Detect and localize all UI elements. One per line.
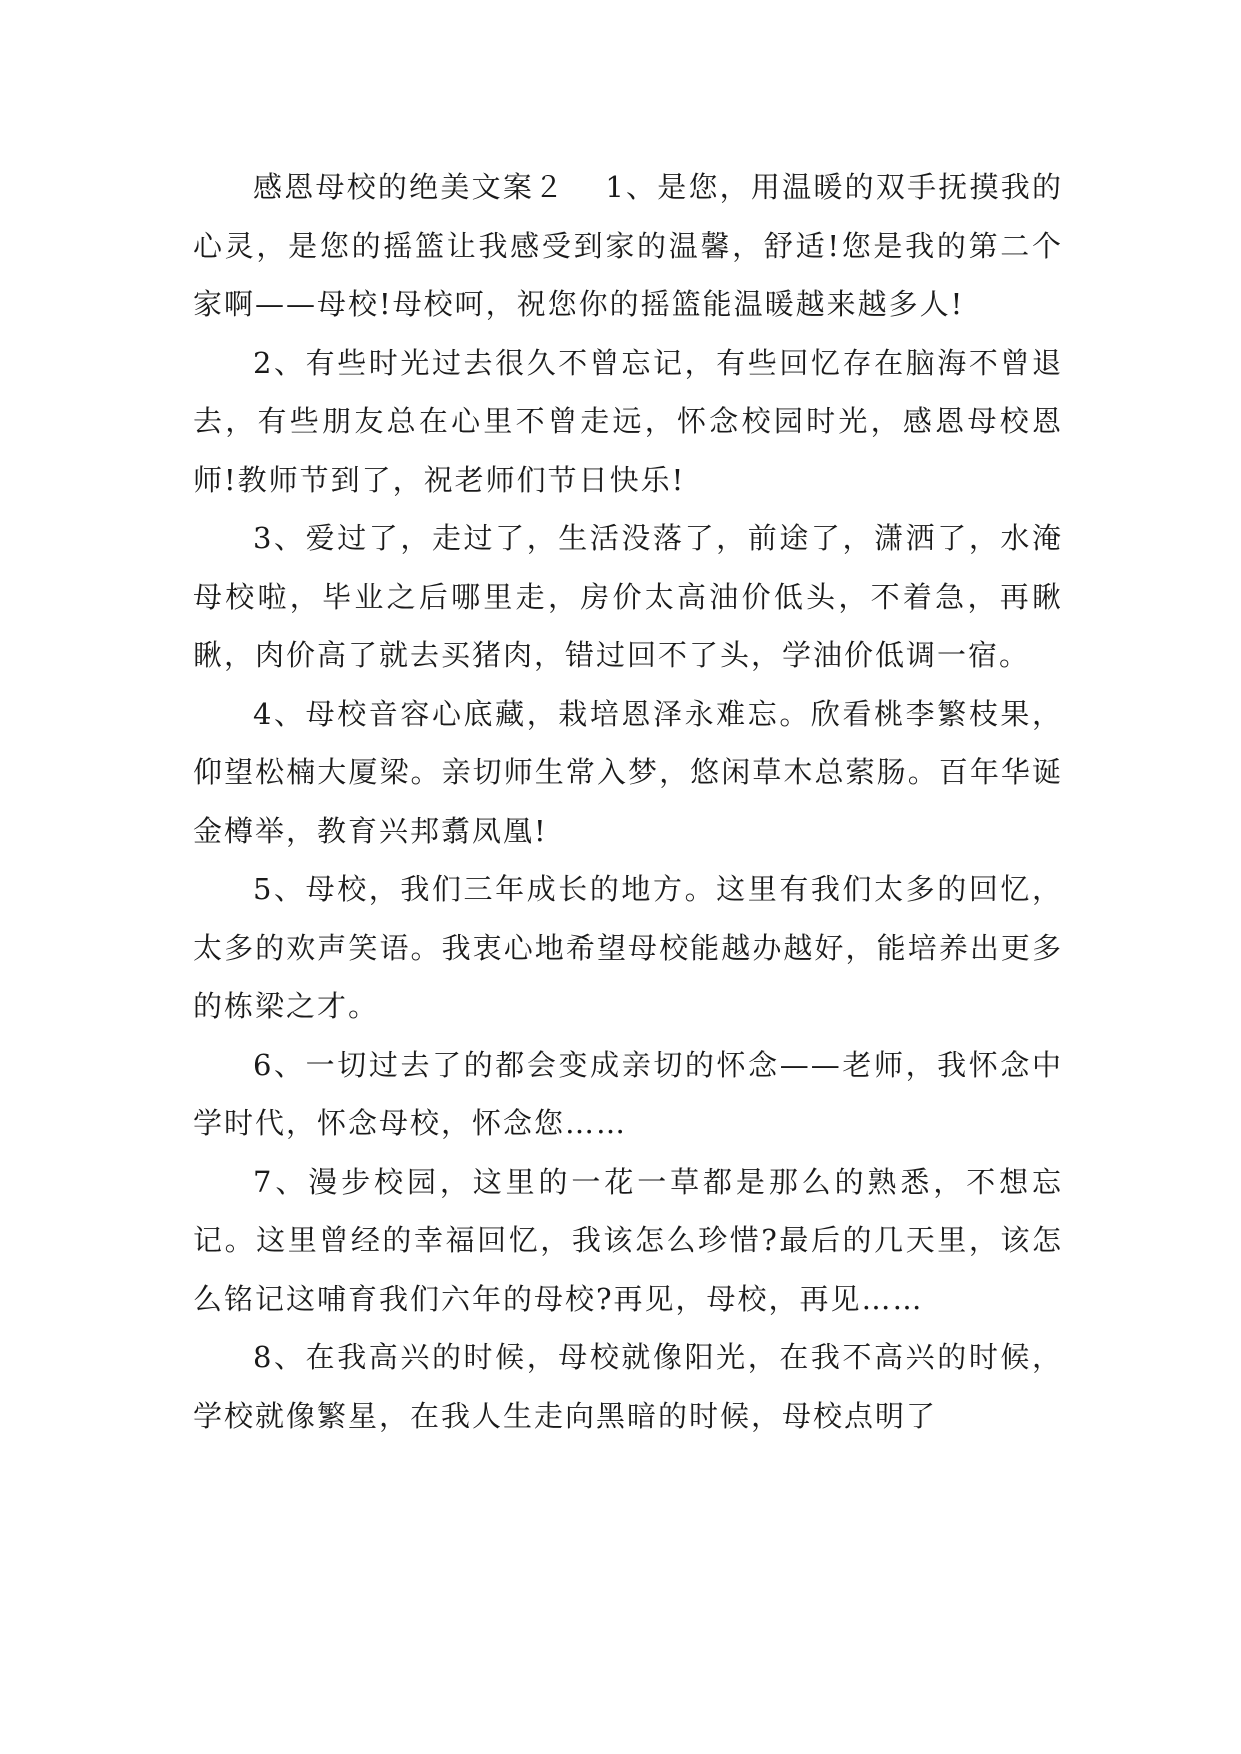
paragraph-3: 3、爱过了，走过了，生活没落了，前途了，潇洒了，水淹母校啦，毕业之后哪里走，房价太高油价低头，不着急，再瞅瞅，肉价高了就去买猪肉，错过回不了头，学油价低调一宿。 xyxy=(193,521,1063,672)
paragraph-7: 7、漫步校园，这里的一花一草都是那么的熟悉，不想忘记。这里曾经的幸福回忆，我该怎么珍惜?最后的几天里，该怎么铭记这哺育我们六年的母校?再见，母校，再见…… xyxy=(193,1164,1063,1316)
document-body xyxy=(193,158,1063,1445)
paragraph-5: 5、母校，我们三年成长的地方。这里有我们太多的回忆，太多的欢声笑语。我衷心地希望母校能越办越好，能培养出更多的栋梁之才。 xyxy=(193,872,1063,1023)
paragraph-8: 8、在我高兴的时候，母校就像阳光，在我不高兴的时候，学校就像繁星，在我人生走向黑暗的时候，母校点明了 xyxy=(193,1340,1063,1433)
paragraph-text: 1、是您，用温暖的双手抚摸我的心灵，是您的摇篮让我感受到家的温馨，舒适!您是我的第二个家啊——母校!母校呵，祝您你的摇篮能温暖越来越多人! xyxy=(193,170,1063,321)
paragraph-1 xyxy=(193,158,1063,334)
paragraph-4: 4、母校音容心底藏，栽培恩泽永难忘。欣看桃李繁枝果，仰望松楠大厦梁。亲切师生常入梦，悠闲草木总萦肠。百年华诞金樽举，教育兴邦翥凤凰! xyxy=(193,696,1063,848)
paragraph-6: 6、一切过去了的都会变成亲切的怀念——老师，我怀念中学时代，怀念母校，怀念您…… xyxy=(193,1047,1063,1140)
paragraph-2: 2、有些时光过去很久不曾忘记，有些回忆存在脑海不曾退去，有些朋友总在心里不曾走远，怀念校园时光，感恩母校恩师!教师节到了，祝老师们节日快乐! xyxy=(193,345,1063,497)
document-heading: 感恩母校的绝美文案２ xyxy=(253,170,566,204)
